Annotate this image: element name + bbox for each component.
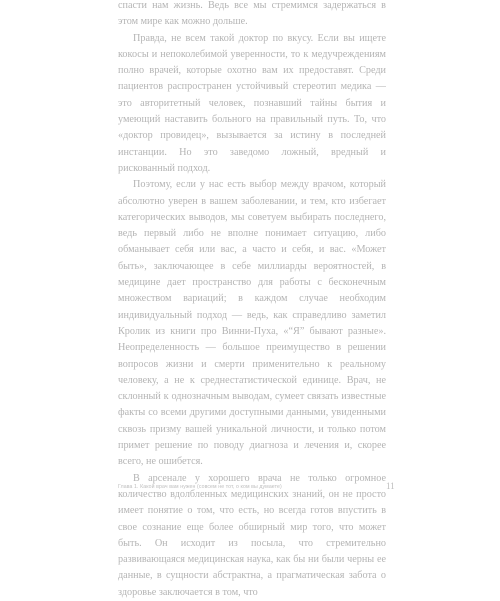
body-text — [118, 0, 386, 601]
running-footer: Глава 1. Какой врач вам нужен (совсем не тот, о ком вы думаете) — [118, 484, 282, 490]
page-number: 11 — [386, 481, 395, 491]
paragraph: Правда, не всем такой доктор по вкусу. Если вы ищете кокосы и непоколебимой уверенности, то к медучреждениям полно врачей, которые охотно вам их предоставят. Среди пациентов распространен устойчивый стереотип медика — это авторитетный человек, познавший тайны бытия и умеющий наставить больного на правильный путь. То, что «доктор провидец», вызывается за истину в последней инстанции. Но это заведомо ложный, вредный и рискованный подход. — [118, 32, 386, 174]
paragraph: спасти нам жизнь. Ведь все мы стремимся задержаться в этом мире как можно дольше. — [118, 0, 386, 28]
paragraph: Поэтому, если у нас есть выбор между врачом, который абсолютно уверен в вашем заболевании, и тем, кто избегает категорических выводов, мы советуем выбирать последнего, ведь первый либо не вполне понимает ситуацию, либо обманывает себя или вас, а часто и себя, и вас. «Может быть», заключающее в себе миллиарды вероятностей, в медицине дает пространство для работы с бесконечным множеством вариаций; в каждом случае необходим индивидуальный подход — ведь, как справедливо заметил Кролик из книги про Винни-Пуха, «“Я” бывают разные». Неопределенность — большое преимущество в решении вопросов жизни и смерти применительно к реальному человеку, а не к среднестатистической единице. Врач, не склонный к однозначным выводам, сумеет связать известные факты со всеми другими доступными данными, увиденными сквозь призму вашей уникальной личности, и только потом примет решение по поводу диагноза и лечения и, скорее всего, не ошибется. — [118, 179, 386, 468]
paragraph: В арсенале у хорошего врача не только огромное количество вдолбленных медицинских знаний, он не просто имеет понятие о том, что есть, но всегда готов впустить в свое сознание еще более обширный мир того, что может быть. Он исходит из посыла, что стремительно развивающаяся медицинская наука, как бы ни были черны ее данные, в сущности абстрактна, а прагматическая забота о здоровье заключается в том, что — [118, 472, 386, 598]
